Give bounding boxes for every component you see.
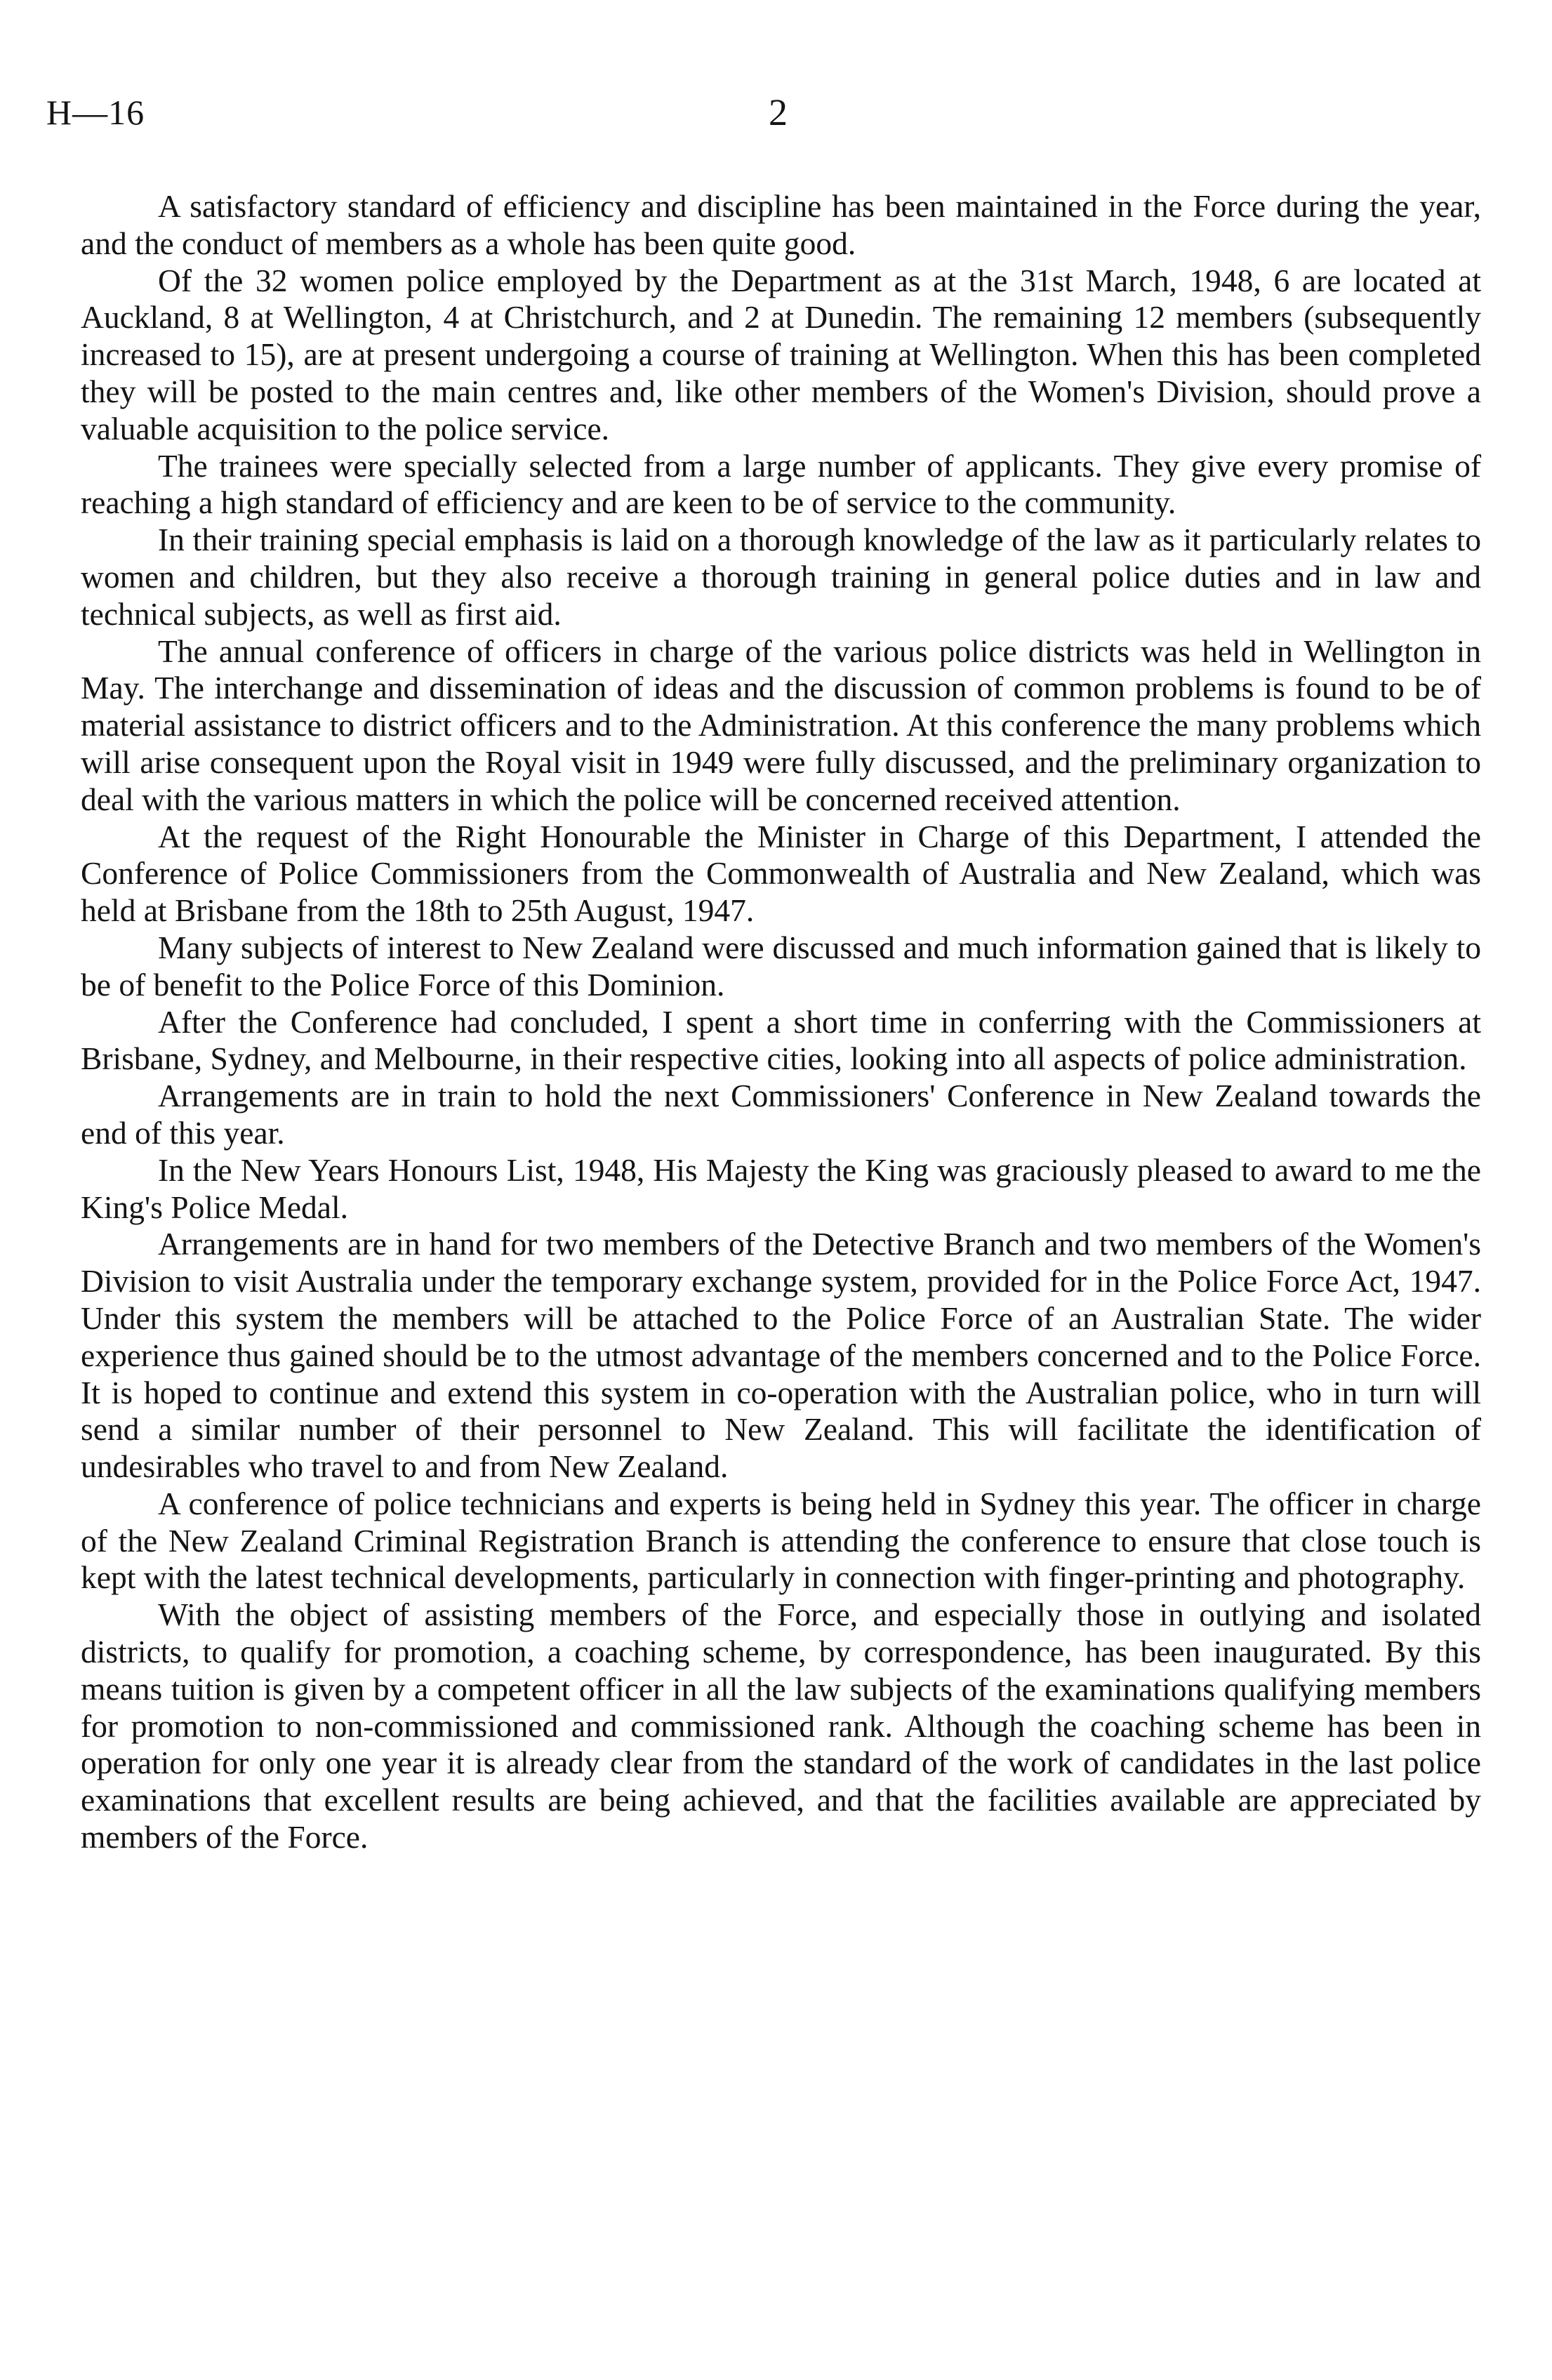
body-text	[81, 188, 1481, 1856]
paragraph-honours-list: In the New Years Honours List, 1948, His Majesty the King was graciously pleased to award to me the King's Police Medal.	[81, 1151, 1481, 1225]
paragraph-efficiency-discipline: A satisfactory standard of efficiency and discipline has been maintained in the Force during the year, and the conduct of members as a whole has been quite good.	[81, 188, 1481, 261]
paragraph-coaching-scheme: With the object of assisting members of the Force, and especially those in outlying and isolated districts, to qualify for promotion, a coaching scheme, by correspondence, has been inaugurated. By this means tuition is given by a competent officer in all the law subjects of the examinations qualifying members for promotion to non-commissioned and commissioned rank. Although the coaching scheme has been in operation for only one year it is already clear from the standard of the work of candidates in the last police examinations that excellent results are being achieved, and that the facilities available are appreciated by members of the Force.	[81, 1596, 1481, 1856]
paragraph-trainees: The trainees were specially selected from a large number of applicants. They give every promise of reaching a high standard of efficiency and are keen to be of service to the community.	[81, 447, 1481, 521]
document-code: H—16	[46, 93, 145, 132]
paragraph-annual-conference: The annual conference of officers in charge of the various police districts was held in Wellington in May. The interchange and dissemination of ideas and the discussion of common problems is found to be of material assistance to district officers and to the Administration. At this conference the many problems which will arise consequent upon the Royal visit in 1949 were fully discussed, and the preliminary organization to deal with the various matters in which the police will be concerned received attention.	[81, 633, 1481, 817]
paragraph-exchange-system: Arrangements are in hand for two members of the Detective Branch and two members of the Women's Division to visit Australia under the temporary exchange system, provided for in the Police Force Act, 1947. Under this system the members will be attached to the Police Force of an Australian State. The wider experience thus gained should be to the utmost advantage of the members concerned and to the Police Force. It is hoped to continue and extend this system in co-operation with the Australian police, who in turn will send a similar number of their personnel to New Zealand. This will facilitate the identification of undesirables who travel to and from New Zealand.	[81, 1226, 1481, 1485]
paragraph-after-conference: After the Conference had concluded, I spent a short time in conferring with the Commissioners at Brisbane, Sydney, and Melbourne, in their respective cities, looking into all aspects of police administration.	[81, 1003, 1481, 1077]
paragraph-women-police: Of the 32 women police employed by the Department as at the 31st March, 1948, 6 are located at Auckland, 8 at Wellington, 4 at Christchurch, and 2 at Dunedin. The remaining 12 members (subsequently increased to 15), are at present undergoing a course of training at Wellington. When this has been completed they will be posted to the main centres and, like other members of the Women's Division, should prove a valuable acquisition to the police service.	[81, 262, 1481, 447]
paragraph-commissioners-conference: At the request of the Right Honourable the Minister in Charge of this Department, I attended the Conference of Police Commissioners from the Commonwealth of Australia and New Zealand, which was held at Brisbane from the 18th to 25th August, 1947.	[81, 818, 1481, 929]
page-header	[0, 91, 1552, 133]
paragraph-training-emphasis: In their training special emphasis is laid on a thorough knowledge of the law as it particularly relates to women and children, but they also receive a thorough training in general police duties and in law and technical subjects, as well as first aid.	[81, 522, 1481, 632]
page-number: 2	[769, 91, 788, 133]
paragraph-technicians-conference: A conference of police technicians and experts is being held in Sydney this year. The officer in charge of the New Zealand Criminal Registration Branch is attending the conference to ensure that close touch is kept with the latest technical developments, particularly in connection with finger-printing and photography.	[81, 1485, 1481, 1596]
paragraph-subjects-discussed: Many subjects of interest to New Zealand were discussed and much information gained that is likely to be of benefit to the Police Force of this Dominion.	[81, 929, 1481, 1003]
paragraph-next-conference: Arrangements are in train to hold the next Commissioners' Conference in New Zealand towards the end of this year.	[81, 1078, 1481, 1151]
